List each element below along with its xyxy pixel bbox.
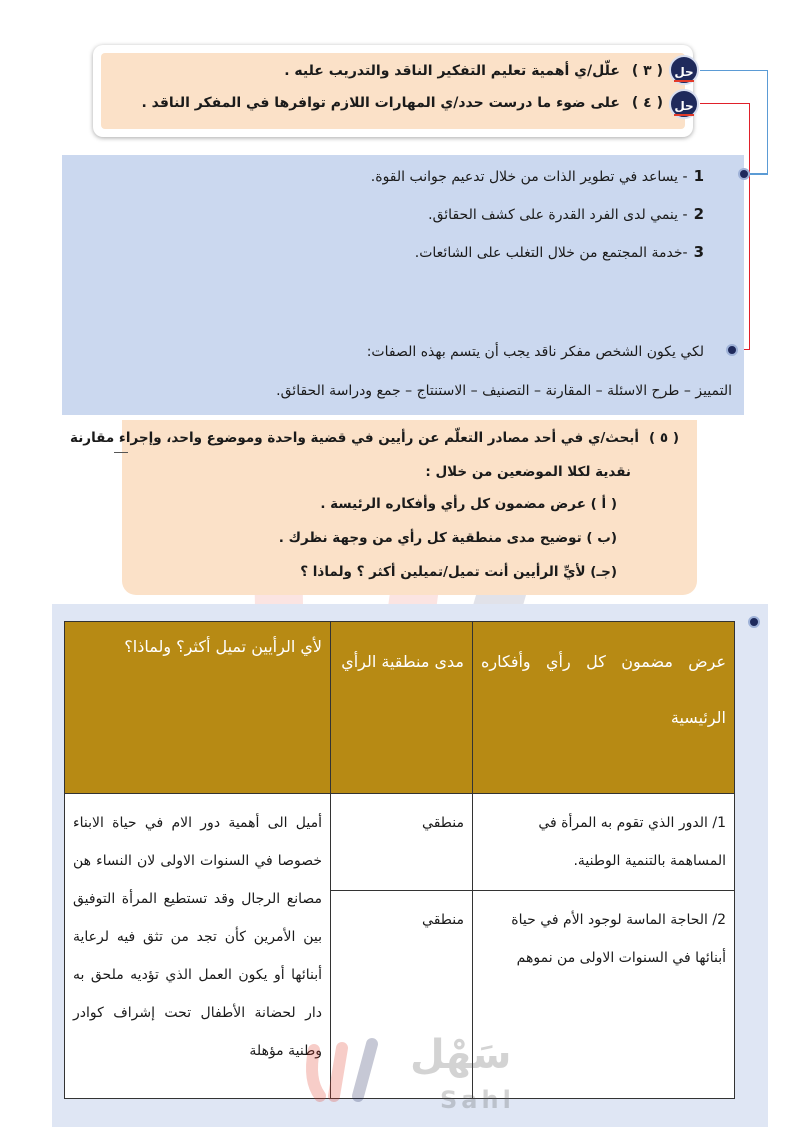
answer-item-1-num: 1 [693,167,704,185]
table-header-content: عرض مضمون كل رأي وأفكاره الرئيسية [473,622,735,794]
question-3-text: علّل/ي أهمية تعليم التفكير الناقد والتدريب عليه . [284,63,620,79]
table-header-preference: لأي الرأيين تميل أكثر؟ ولماذا؟ [65,622,331,794]
table-cell-logic-1: منطقي [331,794,473,891]
questions-3-4-card [93,45,693,137]
answer-marker-icon-2 [726,344,738,356]
question-5-item-a: ( أ ) عرض مضمون كل رأي وأفكاره الرئيسة . [320,496,617,512]
question-5-rule [114,452,128,453]
question-5-item-b: (ب ) توضيح مدى منطقية كل رأي من وجهة نظرك . [278,530,617,546]
table-row [65,794,735,891]
answer-marker-icon-3 [748,616,760,628]
answer-marker-icon-1 [738,168,750,180]
question-3 [284,63,663,79]
answer-item-3-text: -خدمة المجتمع من خلال التغلب على الشائعات. [414,245,688,261]
question-5-item-c: (جـ) لأيِّ الرأيين أنت تميل/تميلين أكثر ؟ ولماذا ؟ [300,564,617,580]
table-cell-preference: أميل الى أهمية دور الام في حياة الابناء خصوصا في السنوات الاولى لان النساء هن مصانع الرجال وقد تستطيع المرأة التوفيق بين الأمرين كأن تجد من تثق فيه لرعاية أبنائها أو يكون العمل الذي تؤديه ملحق به دار لحضانة الأطفال تحت إشراف كوادر وطنية مؤهلة [65,794,331,1099]
answer-q4-intro: لكي يكون الشخص مفكر ناقد يجب أن يتسم بهذه الصفات: [366,344,704,360]
question-5-line2: نقدية لكلا الموضعين من خلال : [425,464,631,480]
solve-badge-icon-q4[interactable]: حل [669,89,699,119]
table-cell-content-2: 2/ الحاجة الماسة لوجود الأم في حياة أبنائها في السنوات الاولى من نموهم [473,891,735,1099]
solve-badge-icon-q3[interactable]: حل [669,55,699,85]
table-header-row [65,622,735,794]
answer-item-2 [428,205,704,223]
question-5-text: أبحث/ي في أحد مصادر التعلّم عن رأيين في قضية واحدة وموضوع واحد، وإجراء مقارنة [70,430,639,446]
question-5-number: ( ٥ ) [649,430,679,446]
answer-q4-skills: التمييز – طرح الاسئلة – المقارنة – التصنيف – الاستنتاج – جمع ودراسة الحقائق. [276,383,732,399]
answer-item-1 [371,167,704,185]
answer-item-3-num: 3 [693,243,704,261]
table-header-logic: مدى منطقية الرأي [331,622,473,794]
answer-item-2-num: 2 [693,205,704,223]
question-4-text: على ضوء ما درست حدد/ي المهارات اللازم توافرها في المفكر الناقد . [141,95,620,111]
question-3-number: ( ٣ ) [631,63,663,79]
table-cell-logic-2: منطقي [331,891,473,1099]
answer-item-2-text: - ينمي لدى الفرد القدرة على كشف الحقائق. [428,207,688,223]
question-5-card [70,420,697,595]
answer-panel-1 [62,155,744,415]
table-cell-content-1: 1/ الدور الذي تقوم به المرأة في المساهمة بالتنمية الوطنية. [473,794,735,891]
watermark-latin: Sahl [440,1086,515,1114]
question-5-line1 [70,430,679,446]
watermark-arabic: سَهْل [410,1032,512,1078]
answer-item-3 [415,243,704,261]
question-4 [141,95,663,111]
question-4-number: ( ٤ ) [631,95,663,111]
comparison-table [64,621,735,1099]
watermark-bottom-logo [300,1030,540,1120]
answer-item-1-text: - يساعد في تطوير الذات من خلال تدعيم جوانب القوة. [370,169,688,185]
